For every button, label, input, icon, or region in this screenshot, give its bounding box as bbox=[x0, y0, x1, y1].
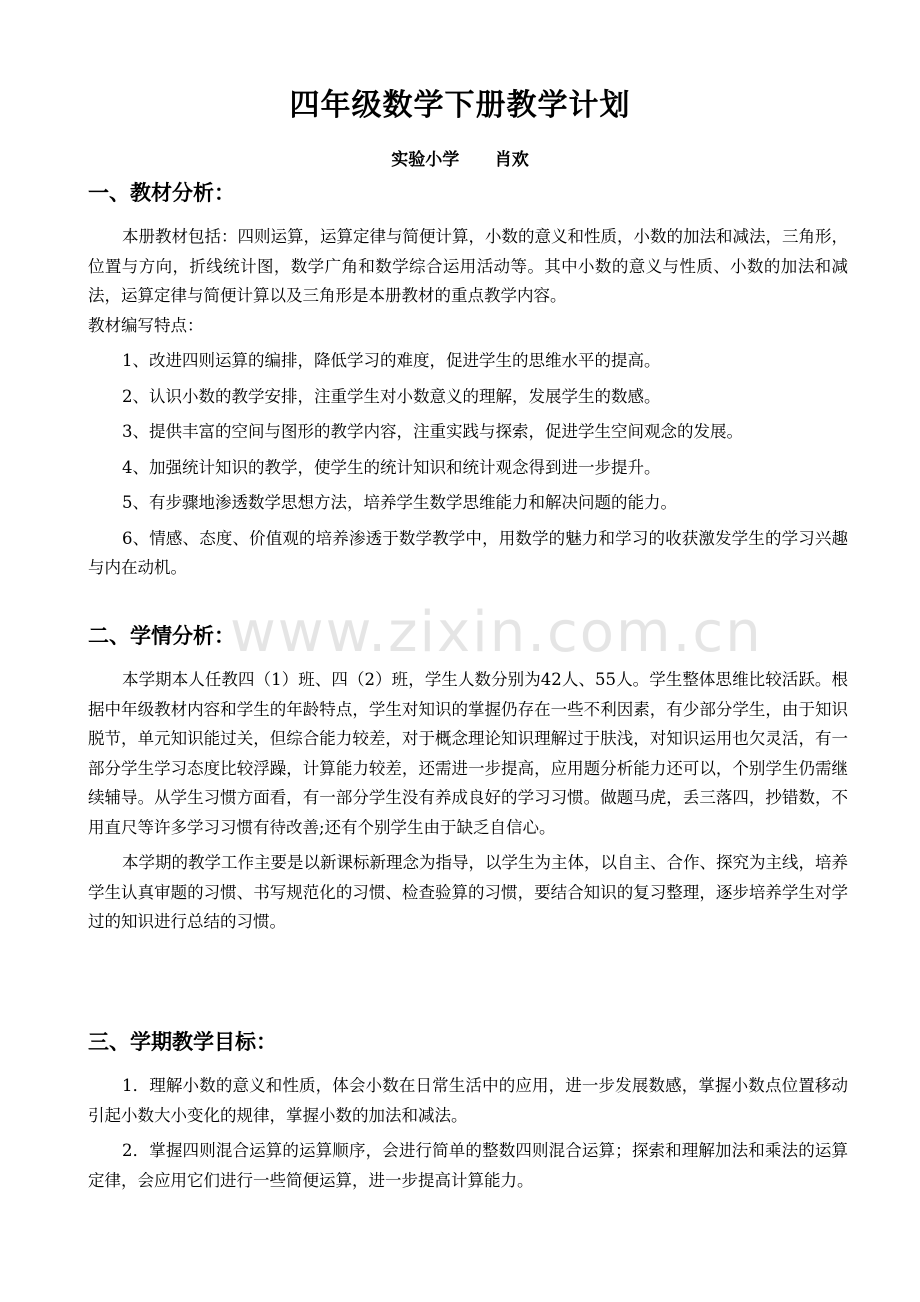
section-textbook-analysis bbox=[88, 176, 848, 583]
section-heading: 三、学期教学目标： bbox=[88, 1030, 277, 1054]
section-student-analysis bbox=[88, 619, 848, 937]
paragraph: 本学期的教学工作主要是以新课标新理念为指导，以学生为主体，以自主、合作、探究为主线，培养学生认真审题的习惯、书写规范化的习惯、检查验算的习惯，要结合知识的复习整理，逐步培养学生对学过的知识进行总结的习惯。 bbox=[88, 853, 848, 931]
section-teaching-goals bbox=[88, 1025, 848, 1195]
list-item: 2、认识小数的教学安排，注重学生对小数意义的理解，发展学生的数感。 bbox=[122, 386, 661, 406]
list-item: 6、情感、态度、价值观的培养渗透于数学教学中，用数学的魅力和学习的收获激发学生的学习兴趣与内在动机。 bbox=[88, 528, 848, 577]
author-line: 实验小学 肖欢 bbox=[391, 150, 529, 170]
paragraph: 本学期本人任教四（1）班、四（2）班，学生人数分别为42人、55人。学生整体思维比较活跃。根据中年级教材内容和学生的年龄特点，学生对知识的掌握仍存在一些不利因素，有少部分学生，由于知识脱节，单元知识能过关，但综合能力较差，对于概念理论知识理解过于肤浅，对知识运用也欠灵活，有一部分学生学习态度比较浮躁，计算能力较差，还需进一步提高，应用题分析能力还可以，个别学生仍需继续辅导。从学生习惯方面看，有一部分学生没有养成良好的学习习惯。做题马虎，丢三落四，抄错数，不用直尺等许多学习习惯有待改善;还有个别学生由于缺乏自信心。 bbox=[88, 670, 848, 837]
page-title: 四年级数学下册教学计划 bbox=[289, 88, 631, 123]
section-heading: 一、教材分析： bbox=[88, 181, 235, 205]
paragraph: 本册教材包括：四则运算，运算定律与简便计算，小数的意义和性质，小数的加法和减法，三角形，位置与方向，折线统计图，数学广角和数学综合运用活动等。其中小数的意义与性质、小数的加法和减法，运算定律与简便计算以及三角形是本册教材的重点教学内容。 bbox=[88, 227, 848, 305]
list-item: 3、提供丰富的空间与图形的教学内容，注重实践与探索，促进学生空间观念的发展。 bbox=[122, 422, 743, 441]
paragraph: 教材编写特点： bbox=[88, 315, 204, 335]
list-item: 1、改进四则运算的编排，降低学习的难度，促进学生的思维水平的提高。 bbox=[122, 351, 661, 370]
section-heading: 二、学情分析： bbox=[88, 624, 235, 648]
paragraph: 2．掌握四则混合运算的运算顺序，会进行简单的整数四则混合运算；探索和理解加法和乘法的运算定律，会应用它们进行一些简便运算，进一步提高计算能力。 bbox=[88, 1141, 848, 1190]
list-item: 4、加强统计知识的教学，使学生的统计知识和统计观念得到进一步提升。 bbox=[122, 457, 661, 477]
watermark: www.zixin.com.cn bbox=[230, 600, 763, 665]
list-item: 5、有步骤地渗透数学思想方法，培养学生数学思维能力和解决问题的能力。 bbox=[122, 493, 677, 512]
paragraph: 1．理解小数的意义和性质，体会小数在日常生活中的应用，进一步发展数感，掌握小数点位置移动引起小数大小变化的规律，掌握小数的加法和减法。 bbox=[88, 1076, 848, 1125]
